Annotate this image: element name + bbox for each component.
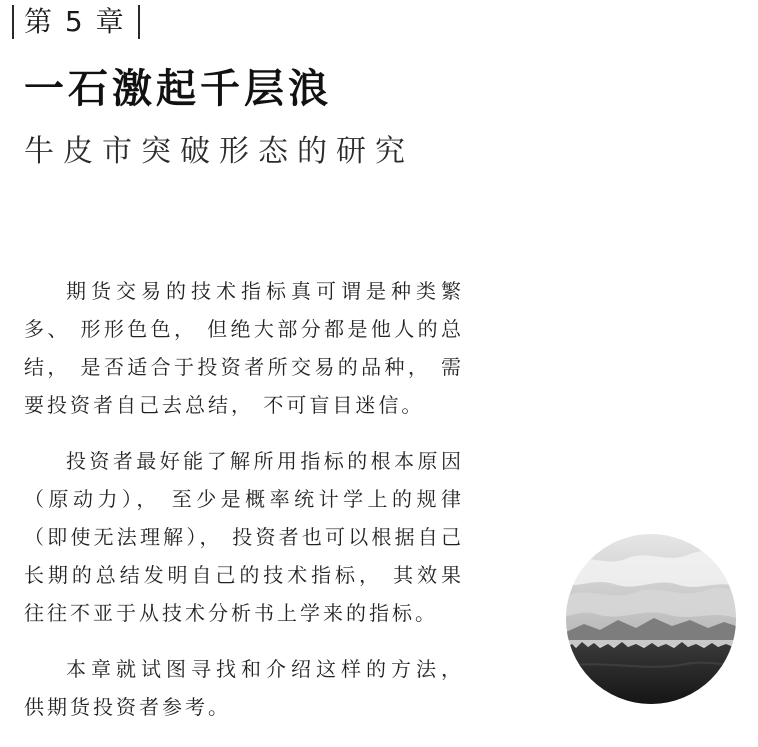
- round-landscape-photo: [566, 534, 736, 704]
- chapter-title: 一石激起千层浪: [24, 66, 332, 112]
- intro-paragraph-3: 本章就试图寻找和介绍这样的方法， 供期货投资者参考。: [24, 657, 464, 719]
- intro-paragraph-2: 投资者最好能了解所用指标的根本原因（原动力）， 至少是概率统计学上的规律（即使无法理解）， 投资者也可以根据自己长期的总结发明自己的技术指标， 其效果往往不亚于从技术分析书上学来的指标。: [24, 449, 464, 625]
- chapter-intro-text: [24, 272, 464, 744]
- chapter-number: 第 5 章: [24, 5, 126, 38]
- intro-paragraph-1: 期货交易的技术指标真可谓是种类繁多、 形形色色， 但绝大部分都是他人的总结， 是否适合于投资者所交易的品种， 需要投资者自己去总结， 不可盲目迷信。: [24, 279, 464, 417]
- chapter-label: [12, 4, 140, 40]
- chapter-label-right-bar: [138, 5, 140, 39]
- chapter-subtitle: 牛皮市突破形态的研究: [24, 134, 414, 169]
